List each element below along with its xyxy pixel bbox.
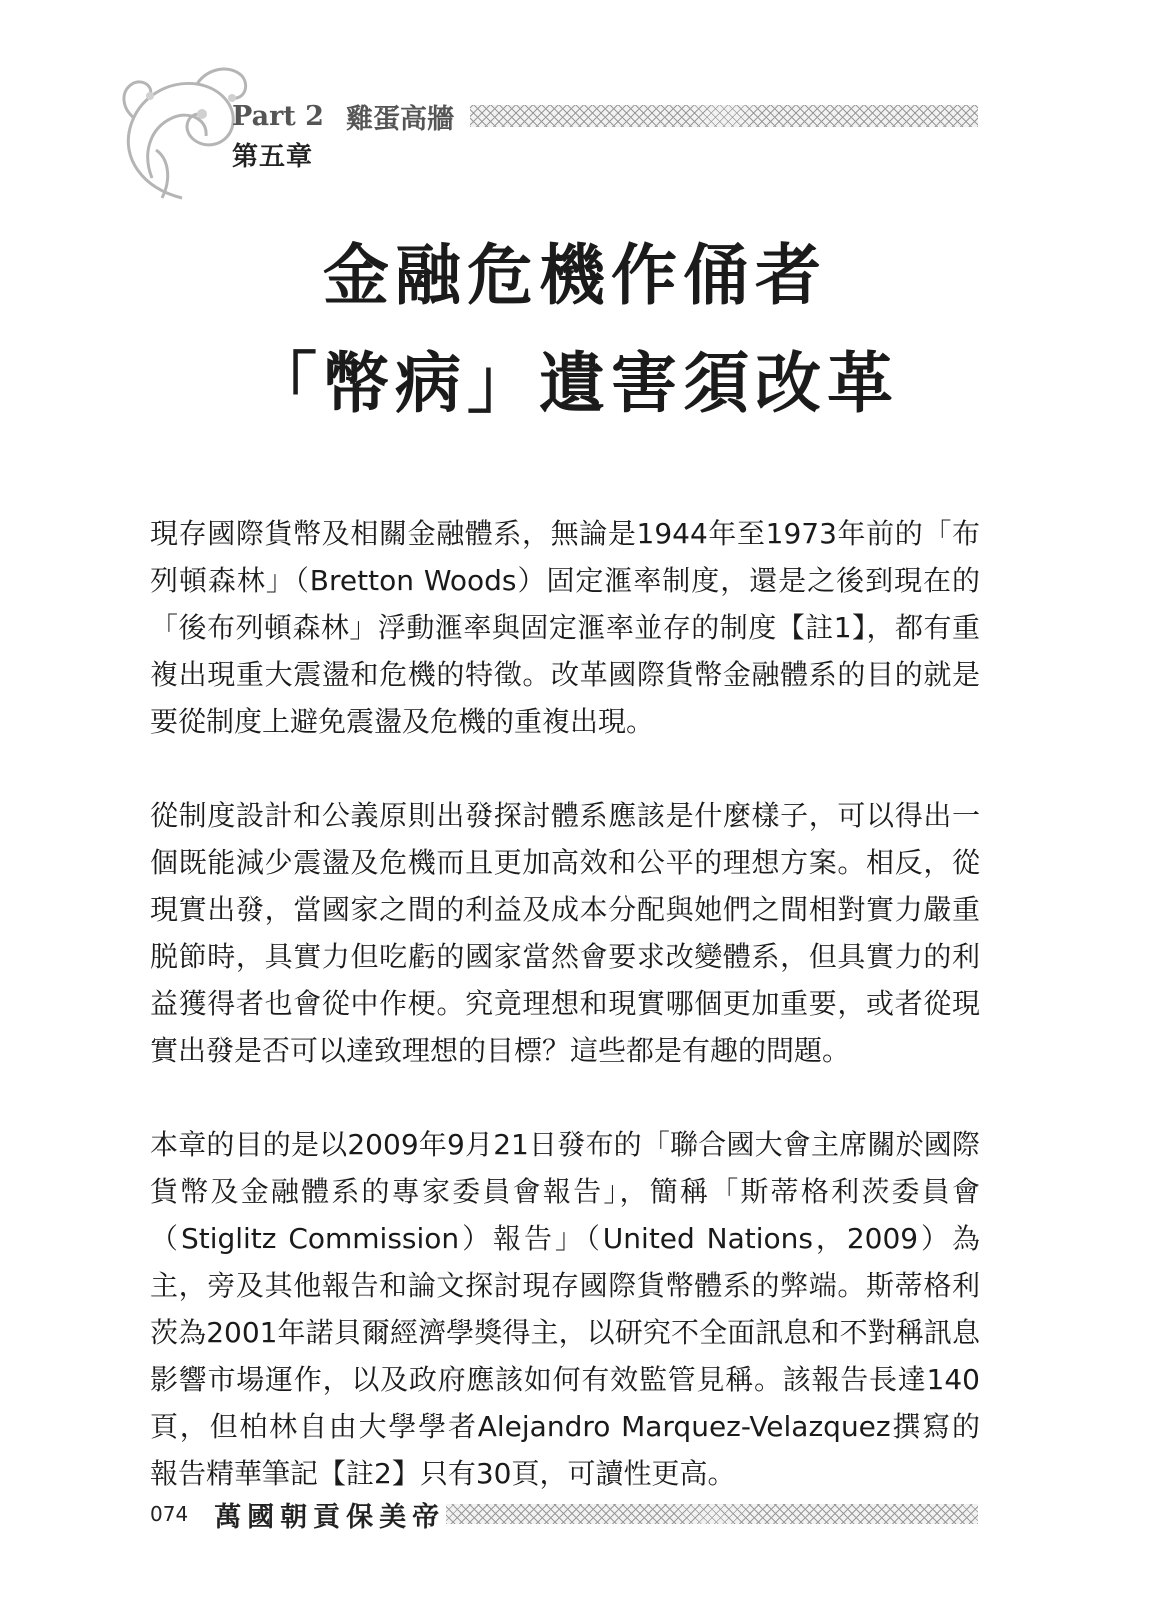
decorative-flourish-icon bbox=[112, 58, 252, 206]
paragraph-3: 本章的目的是以2009年9月21日發布的「聯合國大會主席關於國際貨幣及金融體系的專家委員會報告」，簡稱「斯蒂格利茨委員會（Stiglitz Commission）報告」（United Nations，2009）為主，旁及其他報告和論文探討現存國際貨幣體系的弊端。斯蒂格利茨為2001年諾貝爾經濟學獎得主，以研究不全面訊息和不對稱訊息影響市場運作，以及政府應該如何有效監管見稱。該報告長達140頁，但柏林自由大學學者Alejandro Marquez-Velazquez撰寫的報告精華筆記【註2】只有30頁，可讀性更高。 bbox=[150, 1128, 980, 1490]
book-title: 萬國朝貢保美帝 bbox=[214, 1501, 446, 1533]
footer-hatch-divider bbox=[446, 1504, 978, 1524]
paragraph-1: 現存國際貨幣及相關金融體系，無論是1944年至1973年前的「布列頓森林」（Bretton Woods）固定滙率制度，還是之後到現在的「後布列頓森林」浮動滙率與固定滙率並存的制度【註1】，都有重複出現重大震盪和危機的特徵。改革國際貨幣金融體系的目的就是要從制度上避免震盪及危機的重複出現。 bbox=[150, 517, 980, 738]
part-label: Part 2 bbox=[232, 100, 324, 132]
body-text bbox=[150, 510, 980, 1544]
paragraph-2: 從制度設計和公義原則出發探討體系應該是什麼樣子，可以得出一個既能減少震盪及危機而且更加高效和公平的理想方案。相反，從現實出發，當國家之間的利益及成本分配與她們之間相對實力嚴重脱節時，具實力但吃虧的國家當然會要求改變體系，但具實力的利益獲得者也會從中作梗。究竟理想和現實哪個更加重要，或者從現實出發是否可以達致理想的目標？這些都是有趣的問題。 bbox=[150, 799, 980, 1067]
chapter-title-line-1: 金融危機作俑者 bbox=[323, 236, 827, 314]
page-number: 074 bbox=[150, 1502, 189, 1526]
chapter-label: 第五章 bbox=[232, 142, 314, 172]
part-header bbox=[232, 96, 454, 136]
chapter-title-line-2: 「幣病」遺害須改革 bbox=[251, 344, 899, 422]
header-hatch-divider bbox=[470, 105, 978, 127]
part-title: 雞蛋高牆 bbox=[345, 103, 454, 135]
page-footer bbox=[150, 1496, 445, 1532]
